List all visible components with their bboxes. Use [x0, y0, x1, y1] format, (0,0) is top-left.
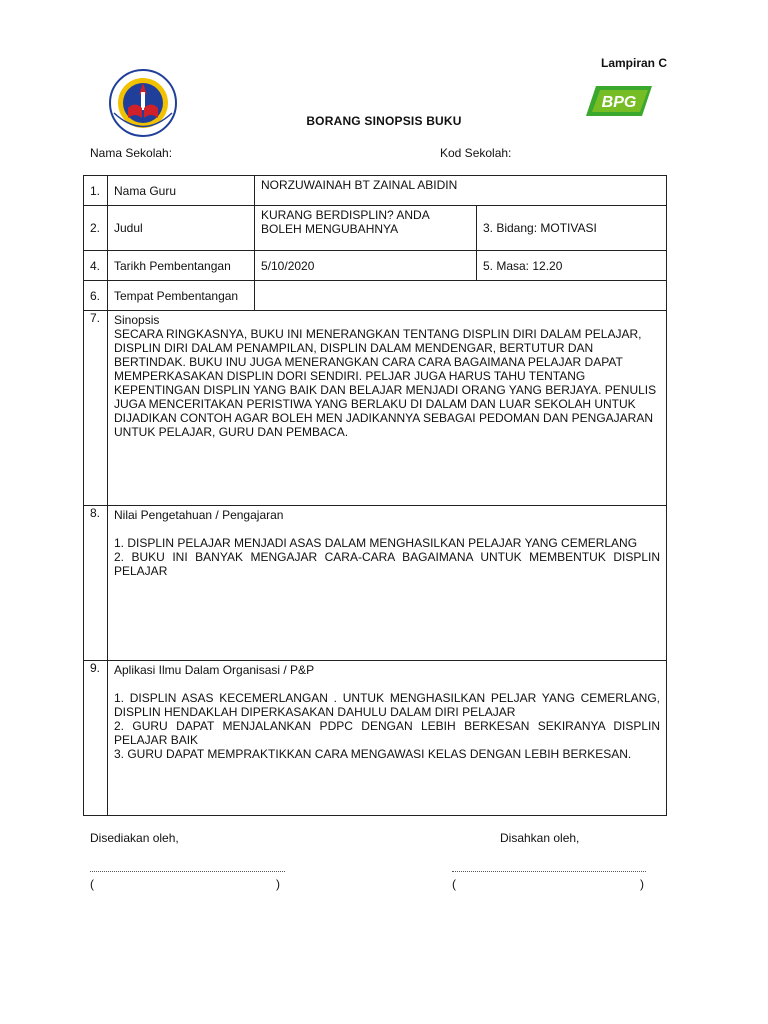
sinopsis-label: Sinopsis: [114, 313, 160, 327]
row-number: 8.: [84, 506, 108, 661]
aplikasi-cell: [108, 661, 667, 816]
sinopsis-text: SECARA RINGKASNYA, BUKU INI MENERANGKAN TENTANG DISPLIN DIRI DALAM PELAJAR, DISPLIN DIRI DALAM PENAMPILAN, DISPLIN DALAM MENDENGAR, BERTUTUR DAN BERTINDAK. BUKU INU JUGA MENERANGKAN CARA CARA BAGAIMANA PELAJAR DAPAT MEMPERKASAKAN DISPLIN DORI SENDIRI. PELJAR JUGA HARUS TAHU TENTANG KEPENTINGAN DISPLIN YANG BAIK DAN BELAJAR MENJADI ORANG YANG BERJAYA. PENULIS JUGA MENCERITAKAN PERISTIWA YANG BERLAKU DI DALAM DAN LUAR SEKOLAH UNTUK DIJADIKAN CONTOH AGAR BOLEH MEN JADIKANNYA SEBAGAI PEDOMAN DAN PENGAJARAN UNTUK PELAJAR, GURU DAN PEMBACA.: [114, 327, 657, 439]
form-row-tempat: [84, 281, 667, 311]
form-row-judul: [84, 206, 667, 251]
sinopsis-cell: [108, 311, 667, 506]
row-number: 2.: [84, 206, 108, 251]
row-number: 4.: [84, 251, 108, 281]
nilai-point-1: 1. DISPLIN PELAJAR MENJADI ASAS DALAM MENGHASILKAN PELAJAR YANG CEMERLANG: [114, 536, 638, 550]
kod-sekolah-label: Kod Sekolah:: [440, 146, 512, 160]
form-row-tarikh: [84, 251, 667, 281]
aplikasi-point-2: 2. GURU DAPAT MENJALANKAN PDPC DENGAN LEBIH BERKESAN SEKIRANYA DISPLIN PELAJAR BAIK: [114, 719, 660, 747]
judul-value: KURANG BERDISPLIN? ANDA BOLEH MENGUBAHNYA: [255, 206, 477, 251]
row-label: Tempat Pembentangan: [108, 281, 255, 311]
form-row-aplikasi: [84, 661, 667, 816]
row-number: 1.: [84, 176, 108, 206]
preparer-paren-open: (: [90, 877, 94, 891]
tempat-value: [255, 281, 667, 311]
bpg-logo: [586, 84, 652, 118]
nama-guru-value: NORZUWAINAH BT ZAINAL ABIDIN: [255, 176, 667, 206]
row-label: Tarikh Pembentangan: [108, 251, 255, 281]
row-number: 6.: [84, 281, 108, 311]
disahkan-label: Disahkan oleh,: [500, 831, 580, 845]
nilai-cell: [108, 506, 667, 661]
nama-sekolah-label: Nama Sekolah:: [90, 146, 173, 160]
form-title: BORANG SINOPSIS BUKU: [306, 114, 462, 128]
synopsis-form-table: [83, 175, 667, 816]
preparer-signature-line: [90, 861, 285, 872]
aplikasi-label: Aplikasi Ilmu Dalam Organisasi / P&P: [114, 663, 315, 677]
row-number: 9.: [84, 661, 108, 816]
bpg-logo-text: BPG: [601, 94, 637, 111]
aplikasi-point-3: 3. GURU DAPAT MEMPRAKTIKKAN CARA MENGAWASI KELAS DENGAN LEBIH BERKESAN.: [114, 747, 632, 761]
approver-paren-open: (: [452, 877, 456, 891]
nilai-label: Nilai Pengetahuan / Pengajaran: [114, 508, 284, 522]
aplikasi-point-1: 1. DISPLIN ASAS KECEMERLANGAN . UNTUK MENGHASILKAN PELJAR YANG CEMERLANG, DISPLIN HENDAKLAH DIPERKASAKAN DAHULU DALAM DIRI PELAJAR: [114, 691, 660, 719]
row-label: Judul: [108, 206, 255, 251]
disediakan-label: Disediakan oleh,: [90, 831, 179, 845]
form-row-nilai: [84, 506, 667, 661]
row-label: Nama Guru: [108, 176, 255, 206]
row-number: 7.: [84, 311, 108, 506]
form-row-sinopsis: [84, 311, 667, 506]
bidang-value: 3. Bidang: MOTIVASI: [477, 206, 667, 251]
approver-paren-close: ): [640, 877, 644, 891]
approver-signature-line: [452, 861, 646, 872]
lampiran-label: Lampiran C: [601, 56, 668, 70]
tarikh-value: 5/10/2020: [255, 251, 477, 281]
form-row-nama-guru: [84, 176, 667, 206]
masa-value: 5. Masa: 12.20: [477, 251, 667, 281]
preparer-paren-close: ): [276, 877, 280, 891]
nilai-point-2: 2. BUKU INI BANYAK MENGAJAR CARA-CARA BAGAIMANA UNTUK MEMBENTUK DISPLIN PELAJAR: [114, 550, 660, 578]
